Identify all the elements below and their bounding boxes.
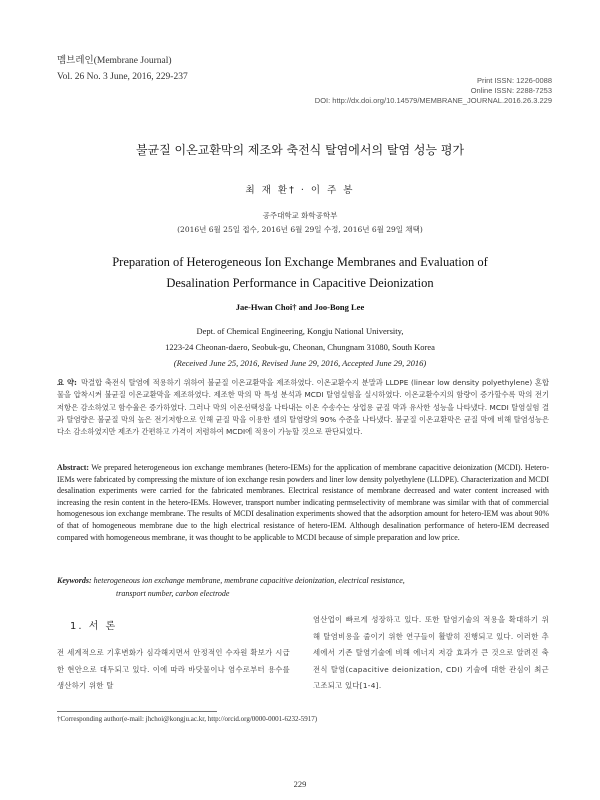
journal-name: 멤브레인(Membrane Journal) (57, 56, 172, 66)
journal-header (57, 53, 188, 85)
keywords-line1: heterogeneous ion exchange membrane, membrane capacitive deionization, electrical resistance, (93, 576, 405, 585)
footnote-divider (57, 711, 217, 712)
english-authors: Jae-Hwan Choi† and Joo-Bong Lee (235, 302, 365, 312)
korean-abstract-label: 요 약: (57, 378, 77, 387)
affiliation-line1: Dept. of Chemical Engineering, Kongju National University, (196, 326, 404, 336)
received-dates: (Received June 25, 2016, Revised June 29, 2016, Accepted June 29, 2016) (173, 358, 427, 368)
print-issn: Print ISSN: 1226-0088 (476, 76, 552, 85)
corresponding-author-footnote: †Corresponding author(e-mail: jhchoi@kongju.ac.kr, http://orcid.org/0000-0001-6232-5917) (57, 715, 318, 723)
issn-block (315, 76, 552, 106)
doi-link[interactable]: DOI: http://dx.doi.org/10.14579/MEMBRANE_JOURNAL.2016.26.3.229 (314, 96, 552, 105)
english-title-line2: Desalination Performance in Capacitive Deionization (166, 276, 434, 290)
section-heading: 1. 서 론 (70, 621, 118, 632)
english-abstract (57, 462, 549, 543)
online-issn: Online ISSN: 2288-7253 (470, 86, 552, 95)
body-left-column: 전 세계적으로 기후변화가 심각해지면서 안정적인 수자원 확보가 시급한 현안으로 대두되고 있다. 이에 따라 바닷물이나 염수로부터 용수를 생산하기 위한 탈 (57, 648, 290, 690)
keywords-line2: transport number, carbon electrode (116, 588, 230, 598)
korean-abstract (57, 377, 549, 438)
korean-authors: 최 재 환† · 이 주 봉 (245, 185, 355, 196)
journal-issue: Vol. 26 No. 3 June, 2016, 229-237 (57, 72, 188, 82)
korean-dates: (2016년 6월 25일 접수, 2016년 6월 29일 수정, 2016년 6월 29일 채택) (177, 225, 423, 234)
english-affiliation (0, 323, 600, 371)
english-abstract-text: We prepared heterogeneous ion exchange membranes (hetero-IEMs) for the application of membrane capacitive deionization (MCDI). Hetero-IEMs were fabricated by compressing the mixture of ion exchange resin powders and liner low density polyethylene (LLDPE). Characterization and MCDI desalination experiments were carried for the fabricated membranes. Electrical resistance of membrane decreased and water content increased with increasing the resin content in the hetero-IEMs. However, transport number indicating permselectivity of membrane was similar with that of commercial homogenesous ion exchange membrane. The results of MCDI desalination experiments showed that the adsorption amount for hetero-IEM was about 90% of that of homogeneous membrane due to the high electrical resistance of hetero-IEM. Although desalination performance of hetero-IEM decreased compared with homogeneous membrane, it was thought to be applicable to MCDI because of simple preparation and low price. (57, 463, 549, 542)
english-abstract-label: Abstract: (57, 463, 89, 472)
keywords (57, 575, 549, 600)
korean-abstract-text: 막결합 축전식 탈염에 적용하기 위하여 불균질 이온교환막을 제조하였다. 이온교환수지 분말과 LLDPE (linear low density polyethylene) 혼합물을 압착시켜 불균질 이온교환막을 제조하였다. 제조한 막의 막 특성 분석과 MCDI 탈염실험을 실시하였다. 이온교환수지의 함량이 증가할수록 막의 전기저항은 감소하였고 함수율은 증가하였다. 그러나 막의 이온선택성을 나타내는 이온 수송수는 상업용 균질 막과 유사한 성능을 나타냈다. MCDI 탈염실험 결과 탈염량은 불균질 막의 높은 전기저항으로 인해 균질 막을 이용한 셀의 탈염량의 90% 수준을 나타냈다. 불균질 이온교환막은 균질 막에 비해 탈염성능은 다소 감소하였지만 제조가 간편하고 가격이 저렴하여 MCDI에 적용이 가능할 것으로 판단되었다. (57, 378, 549, 437)
korean-affiliation: 공주대학교 화학공학부 (262, 211, 338, 220)
page-number: 229 (293, 779, 307, 789)
keywords-label: Keywords: (57, 576, 92, 585)
korean-title: 불균질 이온교환막의 제조와 축전식 탈염에서의 탈염 성능 평가 (135, 143, 465, 157)
english-title (0, 252, 600, 294)
body-right-column: 염산업이 빠르게 성장하고 있다. 또한 탈염기술의 적용을 확대하기 위해 탈염비용을 줄이기 위한 연구들이 활발히 진행되고 있다. 이러한 추세에서 기존 탈염기술에 비해 에너지 저감 효과가 큰 것으로 알려진 축전식 탈염(capacitive deionization, CDI) 기술에 대한 관심이 최근 고조되고 있다[1-4]. (313, 615, 549, 690)
english-title-line1: Preparation of Heterogeneous Ion Exchange Membranes and Evaluation of (112, 255, 488, 269)
affiliation-line2: 1223-24 Cheonan-daero, Seobuk-gu, Cheonan, Chungnam 31080, South Korea (165, 342, 435, 352)
